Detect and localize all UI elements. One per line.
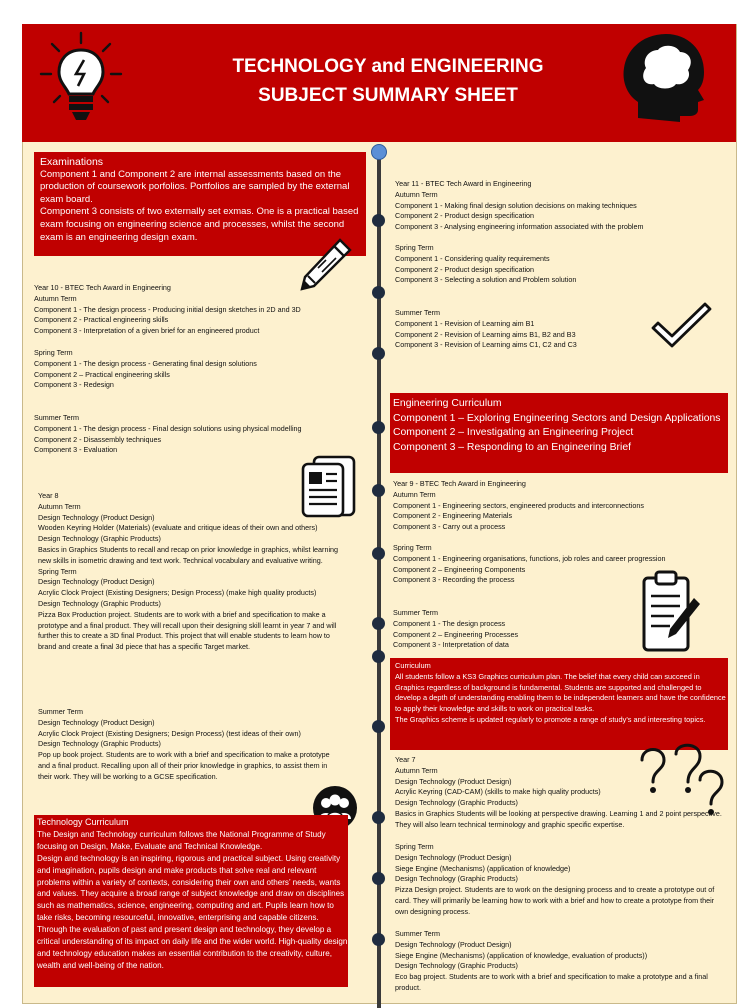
timeline-dot bbox=[372, 933, 385, 946]
title-line-2: SUBJECT SUMMARY SHEET bbox=[258, 85, 518, 106]
timeline-dot bbox=[372, 484, 385, 497]
curriculum-box bbox=[390, 658, 728, 750]
technology-curriculum-text: The Design and Technology curriculum follows the National Programme of Study focusing on Design, Make, Evaluate and Technical Knowledge. Design and technology is an inspiring, rigorous and practical subject. Using creativity and imagination, pupils design and make products that solve real and relevant problems within a variety of contexts, considering their own and others’ needs, wants and values. They acquire a broad range of subject knowledge and draw on disciplines such as mathematics, science, engineering, computing and art. Pupils learn how to take risks, becoming resourceful, innovative, enterprising and capable citizens. Through the evaluation of past and present design and technology, they develop a critical understanding of its impact on daily life and the wider world. High-quality design and technology education makes an essential contribution to the creativity, culture, wealth and well-being of the nation. bbox=[37, 829, 348, 970]
year11-autumn-text: Year 11 - BTEC Tech Award in Engineering Autumn Term Component 1 - Making final design solution decisions on making techniques Component 2 - Product design specification Component 3 - Analysing engineering information associated with the problem bbox=[395, 179, 644, 232]
title-line-1: TECHNOLOGY and ENGINEERING bbox=[232, 56, 544, 77]
year7-autumn-text: Year 7 Autumn Term Design Technology (Product Design) Acrylic Keyring (CAD-CAM) (skills to make high quality products) Design Technology (Graphic Products) Basics in Graphics Students will be looking at perspective drawing. Learning 1 and 2 point perspective. They will also learn technical terminology and graphic specific expertise. bbox=[395, 755, 722, 829]
examinations-heading: Examinations bbox=[40, 156, 104, 168]
engineering-component-3: Component 3 – Responding to an Engineering Brief bbox=[393, 441, 631, 453]
timeline-dot bbox=[372, 650, 385, 663]
year10-autumn-text: Year 10 - BTEC Tech Award in Engineering Autumn Term Component 1 - The design process - Producing initial design sketches in 2D and 3D Component 2 - Practical engineering skills Component 3 - Interpretation of a given brief for an engineered product bbox=[34, 283, 301, 336]
year9-autumn-text: Year 9 - BTEC Tech Award in Engineering Autumn Term Component 1 - Engineering sectors, engineered products and interconnections Component 2 - Engineering Materials Component 3 - Carry out a process bbox=[393, 479, 644, 532]
timeline-dot bbox=[372, 811, 385, 824]
year11-summer-text: Summer Term Component 1 - Revision of Learning aim B1 Component 2 - Revision of Learning aims B1, B2 and B3 Component 3 - Revision of Learning aims C1, C2 and C3 bbox=[395, 308, 577, 350]
curriculum-text: All students follow a KS3 Graphics curriculum plan. The belief that every child can succeed in Graphics regardless of background is fundamental. Students are supported and challenged to develop a depth of understanding enabling them to be independent learners and have the confidence to apply their knowledge and skills to work on practical tasks. The Graphics scheme is updated regularly to promote a range of study’s and interesting topics. bbox=[395, 671, 726, 724]
lightbulb-icon bbox=[38, 30, 124, 126]
year7-spring-text: Spring Term Design Technology (Product Design) Siege Engine (Mechanisms) (application of knowledge) Design Technology (Graphic Products) Pizza Design project. Students are to work on the designing process and to create a prototype out of card. They will primarily be learning how to work with a brief and how to create a prototype from their own designing process. bbox=[395, 842, 715, 916]
timeline-dot bbox=[372, 617, 385, 630]
year10-spring-text: Spring Term Component 1 - The design process - Generating final design solutions Component 2 – Practical engineering skills Component 3 - Redesign bbox=[34, 348, 257, 390]
year9-summer-text: Summer Term Component 1 - The design process Component 2 – Engineering Processes Component 3 - Interpretation of data bbox=[393, 608, 519, 650]
year8-summer-text: Summer Term Design Technology (Product Design) Acrylic Clock Project (Existing Designers; Design Process) (test ideas of their own) Design Technology (Graphic Products) Pop up book project. Students are to work with a brief and specification to make a prototype and a final product. Recalling upon all of their prior knowledge in graphics, to assist them in their work. They will be working to a GCSE specification. bbox=[38, 707, 330, 781]
year7-summer-text: Summer Term Design Technology (Product Design) Siege Engine (Mechanisms) (application of knowledge, evaluation of products)) Design Technology (Graphic Products) Eco bag project. Students are to work with a brief and specification to make a prototype and a final product. bbox=[395, 929, 708, 992]
timeline-dot bbox=[372, 286, 385, 299]
timeline-dot bbox=[372, 347, 385, 360]
year9-spring-text: Spring Term Component 1 - Engineering organisations, functions, job roles and career progression Component 2 – Engineering Components Component 3 - Recording the process bbox=[393, 543, 666, 585]
timeline-dot bbox=[372, 421, 385, 434]
page-title bbox=[150, 52, 626, 110]
technology-curriculum-box bbox=[34, 815, 348, 987]
engineering-component-2: Component 2 – Investigating an Engineering Project bbox=[393, 427, 634, 438]
examinations-paragraph-2: Component 3 consists of two externally set exmas. One is a practical based exam focusing on engineering science and processes, whilst the second exam is an engineering design exam. bbox=[40, 206, 359, 243]
timeline-dot bbox=[372, 547, 385, 560]
timeline-dot bbox=[372, 214, 385, 227]
head-brain-icon bbox=[618, 30, 710, 122]
engineering-component-1: Component 1 – Exploring Engineering Sectors and Design Applications bbox=[393, 412, 721, 424]
year8-text: Year 8 Autumn Term Design Technology (Product Design) Wooden Keyring Holder (Materials) (evaluate and critique ideas of their own and others) Design Technology (Graphic Products) Basics in Graphics Students to recall and recap on prior knowledge in graphics, whilst learning new skills in isometric drawing and text work. Technical vocabulary and evaluative writing. Spring Term Design Technology (Product Design) Acrylic Clock Project (Existing Designers; Design Process) (make high quality products) Design Technology (Graphic Products) Pizza Box Production project. Students are to work with a brief and specification to make a prototype and a final product. They will recall upon their designing skill learnt in year 7 and will further this to create a 3D final Product. This project that will enable students to learn how to brand and create a final 3d piece that has a specific Target market. bbox=[38, 491, 339, 652]
timeline-dot bbox=[372, 720, 385, 733]
technology-curriculum-heading: Technology Curriculum bbox=[37, 817, 129, 827]
timeline-dot bbox=[372, 872, 385, 885]
curriculum-heading: Curriculum bbox=[395, 661, 431, 670]
clipboard-icon bbox=[640, 568, 702, 654]
examinations-paragraph-1: Component 1 and Component 2 are internal assessments based on the production of coursework porfolios. Portfolios are sampled by the external exam board. bbox=[40, 168, 350, 205]
engineering-curriculum-box bbox=[390, 393, 728, 473]
engineering-curriculum-heading: Engineering Curriculum bbox=[393, 398, 502, 409]
year10-summer-text: Summer Term Component 1 - The design process - Final design solutions using physical modelling Component 2 - Disassembly techniques Component 3 - Evaluation bbox=[34, 413, 302, 455]
checkmark-icon bbox=[648, 300, 714, 352]
year11-spring-text: Spring Term Component 1 - Considering quality requirements Component 2 - Product design specification Component 3 - Selecting a solution and Problem solution bbox=[395, 243, 577, 285]
timeline-dot bbox=[371, 144, 387, 160]
